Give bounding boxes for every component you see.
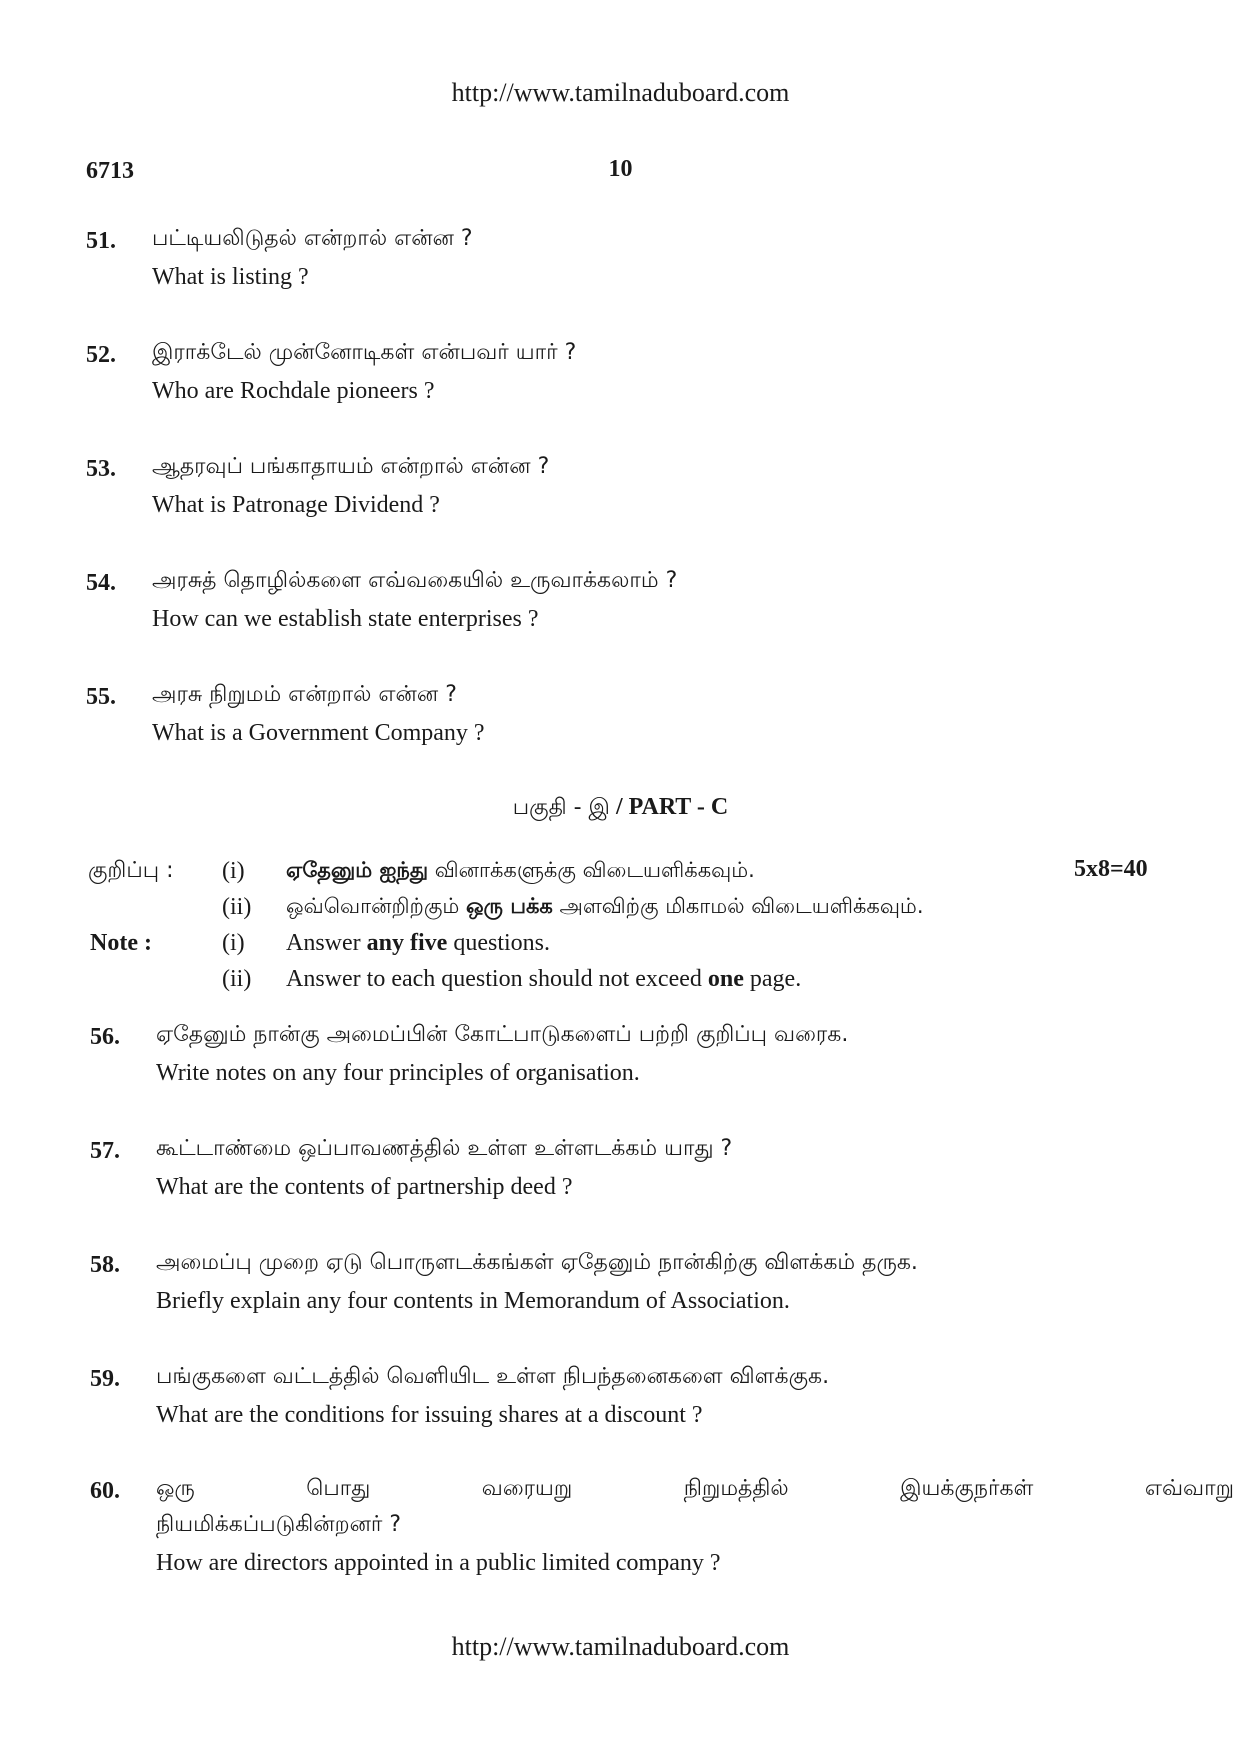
note-text: ஒவ்வொன்றிற்கும் [286,894,466,918]
question-number: 57. [90,1138,120,1164]
question-tamil: அரசுத் தொழில்களை எவ்வகையில் உருவாக்கலாம் ? [152,568,678,593]
question-english: What are the contents of partnership deed ? [156,1174,573,1200]
question-tamil: இராக்டேல் முன்னோடிகள் என்பவர் யார் ? [152,340,577,365]
part-c-title-english: / PART - C [615,794,729,820]
tamil-word: நிறுமத்தில் [683,1476,789,1501]
tamil-word: பொது [306,1476,371,1501]
page-number: 10 [608,156,633,182]
question-english: How are directors appointed in a public limited company ? [156,1550,721,1576]
header-url: http://www.tamilnaduboard.com [451,78,790,107]
question-english: Briefly explain any four contents in Memorandum of Association. [156,1288,790,1314]
question-english: What is listing ? [152,264,309,290]
question-tamil: ஆதரவுப் பங்காதாயம் என்றால் என்ன ? [152,454,550,479]
note-roman: (ii) [222,894,252,920]
note-text: அளவிற்கு மிகாமல் விடையளிக்கவும். [552,894,924,918]
question-english: What is Patronage Dividend ? [152,492,440,518]
question-number: 52. [86,342,116,368]
question-tamil: ஏதேனும் நான்கு அமைப்பின் கோட்பாடுகளைப் பற்றி குறிப்பு வரைக. [156,1022,849,1047]
note-label-english: Note : [90,930,152,956]
question-tamil: அமைப்பு முறை ஏடு பொருளடக்கங்கள் ஏதேனும் நான்கிற்கு விளக்கம் தருக. [156,1250,918,1275]
note-roman: (i) [222,858,245,884]
note-roman: (ii) [222,966,252,992]
question-number: 51. [86,228,116,254]
question-number: 60. [90,1478,120,1504]
note-english-2 [286,966,801,993]
note-text: Answer to each question should not exceed [286,966,708,992]
question-number: 55. [86,684,116,710]
tamil-word: இயக்குநர்கள் [900,1476,1034,1501]
marks-label: 5x8=40 [1074,856,1148,882]
note-text: வினாக்களுக்கு விடையளிக்கவும். [428,858,755,882]
question-english: Write notes on any four principles of organisation. [156,1060,640,1086]
note-bold: ஒரு பக்க [465,894,553,918]
question-tamil: பங்குகளை வட்டத்தில் வெளியிட உள்ள நிபந்தனைகளை விளக்குக. [156,1364,830,1389]
note-label-tamil: குறிப்பு : [88,858,174,883]
part-c-title-tamil: பகுதி - இ [512,795,610,820]
question-english: What is a Government Company ? [152,720,485,746]
question-number: 59. [90,1366,120,1392]
note-bold: ஏதேனும் ஐந்து [286,858,429,882]
note-english-1 [286,930,550,957]
note-text: questions. [447,930,550,956]
question-tamil-line2: நியமிக்கப்படுகின்றனர் ? [156,1512,402,1537]
tamil-word: ஒரு [156,1476,195,1501]
note-text: Answer [286,930,367,956]
tamil-word: எவ்வாறு [1144,1476,1234,1501]
note-tamil-2 [286,894,924,921]
part-c-title [0,794,1241,823]
note-roman: (i) [222,930,245,956]
question-english: Who are Rochdale pioneers ? [152,378,435,404]
footer-url: http://www.tamilnaduboard.com [451,1632,790,1661]
question-number: 58. [90,1252,120,1278]
question-number: 54. [86,570,116,596]
note-tamil-1 [286,858,755,885]
question-tamil: பட்டியலிடுதல் என்றால் என்ன ? [152,226,473,251]
note-bold: any five [366,930,448,956]
question-tamil-line1 [156,1476,1234,1504]
question-english: What are the conditions for issuing shares at a discount ? [156,1402,703,1428]
question-number: 53. [86,456,116,482]
question-english: How can we establish state enterprises ? [152,606,539,632]
question-tamil: அரசு நிறுமம் என்றால் என்ன ? [152,682,457,707]
tamil-word: வரையறு [481,1476,573,1501]
note-text: page. [743,966,802,992]
question-number: 56. [90,1024,120,1050]
question-tamil: கூட்டாண்மை ஒப்பாவணத்தில் உள்ள உள்ளடக்கம் யாது ? [156,1136,733,1161]
note-bold: one [707,966,744,992]
paper-code: 6713 [86,158,134,184]
